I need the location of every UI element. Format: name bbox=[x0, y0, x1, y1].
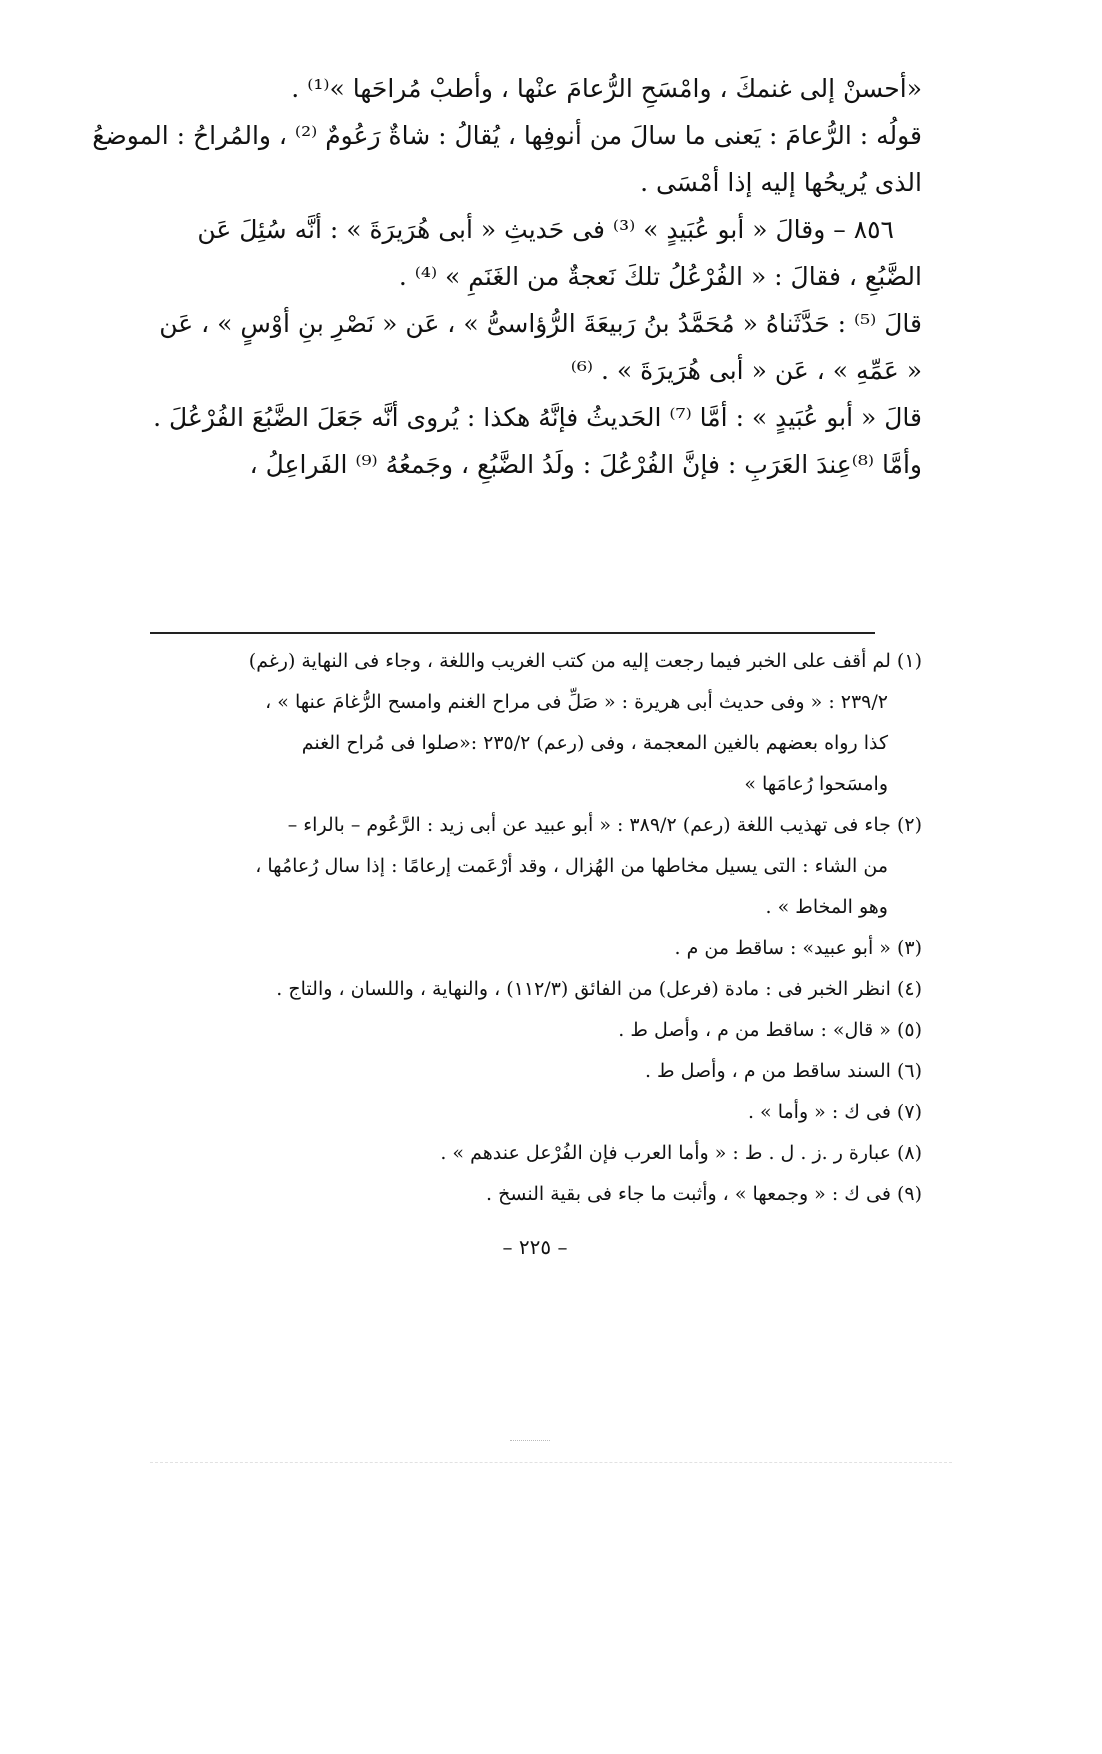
footnote-1-cont: ٢٣٩/٢ : « وفى حديث أبى هريرة : « صَلِّ فى مراح الغنم وامسح الرُّغامَ عنها » ، bbox=[265, 691, 888, 713]
text-line-2: قولُه : الرُّعامَ : يَعنى ما سالَ من أنوفِها ، يُقالُ : شاةٌ رَعُومٌ ⁽²⁾ ، والمُراحُ : الموضعُ bbox=[92, 121, 922, 150]
text-line-7: « عَمِّهِ » ، عَن « أبى هُرَيرَةَ » . ⁽⁶⁾ bbox=[570, 356, 922, 385]
page-number: – ٢٢٥ – bbox=[502, 1235, 568, 1259]
text-line-1: «أحسنْ إلى غنمكَ ، وامْسَحِ الرُّعامَ عنْها ، وأطبْ مُراحَها »⁽¹⁾ . bbox=[291, 74, 922, 103]
footnote-1-cont: كذا رواه بعضهم بالغين المعجمة ، وفى (رعم) ٢٣٥/٢ :«صلوا فى مُراح الغنم bbox=[301, 732, 888, 754]
footnote-8: (٨) عبارة ر .ز . ل . ط : « وأما العرب فإن الفُرْعل عندهم » . bbox=[440, 1142, 922, 1164]
footnote-6: (٦) السند ساقط من م ، وأصل ط . bbox=[644, 1060, 922, 1082]
scan-artifact bbox=[510, 1440, 550, 1441]
footnote-7: (٧) فى ك : « وأما » . bbox=[747, 1101, 922, 1123]
text-line-5: الضَّبُعِ ، فقالَ : « الفُرْعُلُ تلكَ نَعجةٌ من الغَنَمِ » ⁽⁴⁾ . bbox=[398, 262, 922, 291]
footnote-2-cont: من الشاء : التى يسيل مخاطها من الهُزال ، وقد أرْعَمت إرعامًا : إذا سال رُعامُها ، bbox=[255, 855, 888, 877]
footnote-9: (٩) فى ك : « وجمعها » ، وأثبت ما جاء فى بقية النسخ . bbox=[486, 1183, 922, 1205]
text-line-9: وأمَّا ⁽⁸⁾عِندَ العَرَبِ : فإنَّ الفُرْعُلَ : ولَدُ الضَّبُعِ ، وجَمعُهُ ⁽⁹⁾ الفَراعِلُ ، bbox=[249, 450, 922, 479]
footnote-1: (١) لم أقف على الخبر فيما رجعت إليه من كتب الغريب واللغة ، وجاء فى النهاية (رغم) bbox=[248, 650, 922, 672]
text-line-8: قالَ « أبو عُبَيدٍ » : أمَّا ⁽⁷⁾ الحَديثُ فإنَّهُ هكذا : يُروى أنَّه جَعَلَ الضَّبُعَ الفُرْعُلَ . bbox=[153, 403, 922, 432]
scan-artifact bbox=[150, 1462, 952, 1463]
footnote-4: (٤) انظر الخبر فى : مادة (فرعل) من الفائق (١١٢/٣) ، والنهاية ، واللسان ، والتاج . bbox=[276, 978, 922, 1000]
text-line-4: ٨٥٦ – وقالَ « أبو عُبَيدٍ » ⁽³⁾ فى حَديثِ « أبى هُرَيرَةَ » : أنَّه سُئِلَ عَن bbox=[197, 215, 894, 244]
footnote-3: (٣) « أبو عبيد» : ساقط من م . bbox=[674, 937, 922, 959]
footnote-1-cont: وامسَحوا رُعامَها » bbox=[744, 773, 888, 795]
footnote-2-cont: وهو المخاط » . bbox=[765, 896, 888, 918]
footnotes-block bbox=[182, 648, 922, 1222]
footnote-separator bbox=[150, 632, 875, 634]
text-line-6: قالَ ⁽⁵⁾ : حَدَّثَناهُ « مُحَمَّدُ بنُ رَبيعَةَ الرُّؤاسىُّ » ، عَن « نَصْرِ بنِ أوْسٍ » ، عَن bbox=[159, 309, 922, 338]
main-text-block bbox=[92, 72, 922, 495]
footnote-2: (٢) جاء فى تهذيب اللغة (رعم) ٣٨٩/٢ : « أبو عبيد عن أبى زيد : الرَّعُوم – بالراء – bbox=[287, 814, 922, 836]
footnote-5: (٥) « قال» : ساقط من م ، وأصل ط . bbox=[618, 1019, 922, 1041]
text-line-3: الذى يُريحُها إليه إذا أمْسَى . bbox=[640, 168, 922, 197]
